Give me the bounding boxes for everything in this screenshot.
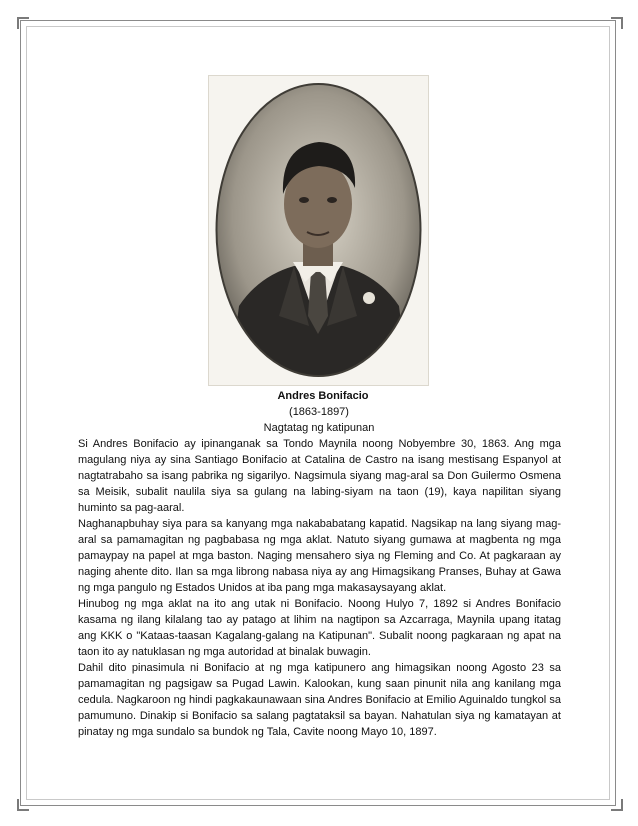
- corner-ornament-top-left: [17, 17, 29, 29]
- corner-ornament-top-right: [611, 17, 623, 29]
- paragraph: Si Andres Bonifacio ay ipinanganak sa Tondo Maynila noong Nobyembre 30, 1863. Ang mga magulang niya ay sina Santiago Bonifacio at Catalina de Castro na isang mestisang Espanyol at nagtatrabaho sa isang pabrika ng sigarilyo. Nagsimula siyang mag-aral sa Don Guilermo Osmena sa Meisik, subalit naulila siya sa gulang na labing-siyam na taon (19), kaya napilitan siyang huminto sa pag-aaral.: [78, 438, 561, 514]
- biography-text: [78, 436, 561, 740]
- paragraph: Hinubog ng mga aklat na ito ang utak ni Bonifacio. Noong Hulyo 7, 1892 si Andres Bonifacio kasama ng ilang kilalang tao ay patago at lihim na nagtipon sa Azcarraga, Maynila upang itatag ang KKK o "Kataas-taasan Kagalang-galang na Katipunan". Subalit noong pagkaraan ng apat na taon ito ay natuklasan ng mga autoridad at binalak buwagin.: [78, 598, 561, 658]
- portrait-photo: [208, 75, 429, 386]
- paragraph: Dahil dito pinasimula ni Bonifacio at ng mga katipunero ang himagsikan noong Agosto 23 sa pamamagitan ng pagsigaw sa Pugad Lawin. Kalookan, kung saan pinunit nila ang kanilang mga cedula. Nagkaroon ng hindi pagkakaunawaan sina Andres Bonifacio at Emilio Aguinaldo tungkol sa pamumuno. Dinakip si Bonifacio sa salang pagtataksil sa bayan. Nahatulan siya ng kamatayan at pinatay ng mga sundalo sa bundok ng Tala, Cavite noong Mayo 10, 1897.: [78, 662, 561, 738]
- portrait-illustration: [209, 76, 428, 385]
- caption-years: (1863-1897): [289, 406, 349, 418]
- corner-ornament-bottom-right: [611, 799, 623, 811]
- person-name: Andres Bonifacio: [277, 390, 369, 402]
- caption-name: [0, 388, 638, 404]
- corner-ornament-bottom-left: [17, 799, 29, 811]
- paragraph: Naghanapbuhay siya para sa kanyang mga nakababatang kapatid. Nagsikap na lang siyang mag-aral sa pamamagitan ng pagbabasa ng mga aklat. Natuto siyang gumawa at magbenta ng mga pamaypay na papel at mga baston. Naging mensahero siya ng Fleming and Co. At pagkaraan ay naging ahente dito. Ilan sa mga librong nabasa niya ay ang Himagsikang Pranses, Buhay at Gawa ng mga pangulo ng Estados Unidos at iba pang mga makasaysayang aklat.: [78, 518, 561, 594]
- caption-role: Nagtatag ng katipunan: [263, 422, 375, 434]
